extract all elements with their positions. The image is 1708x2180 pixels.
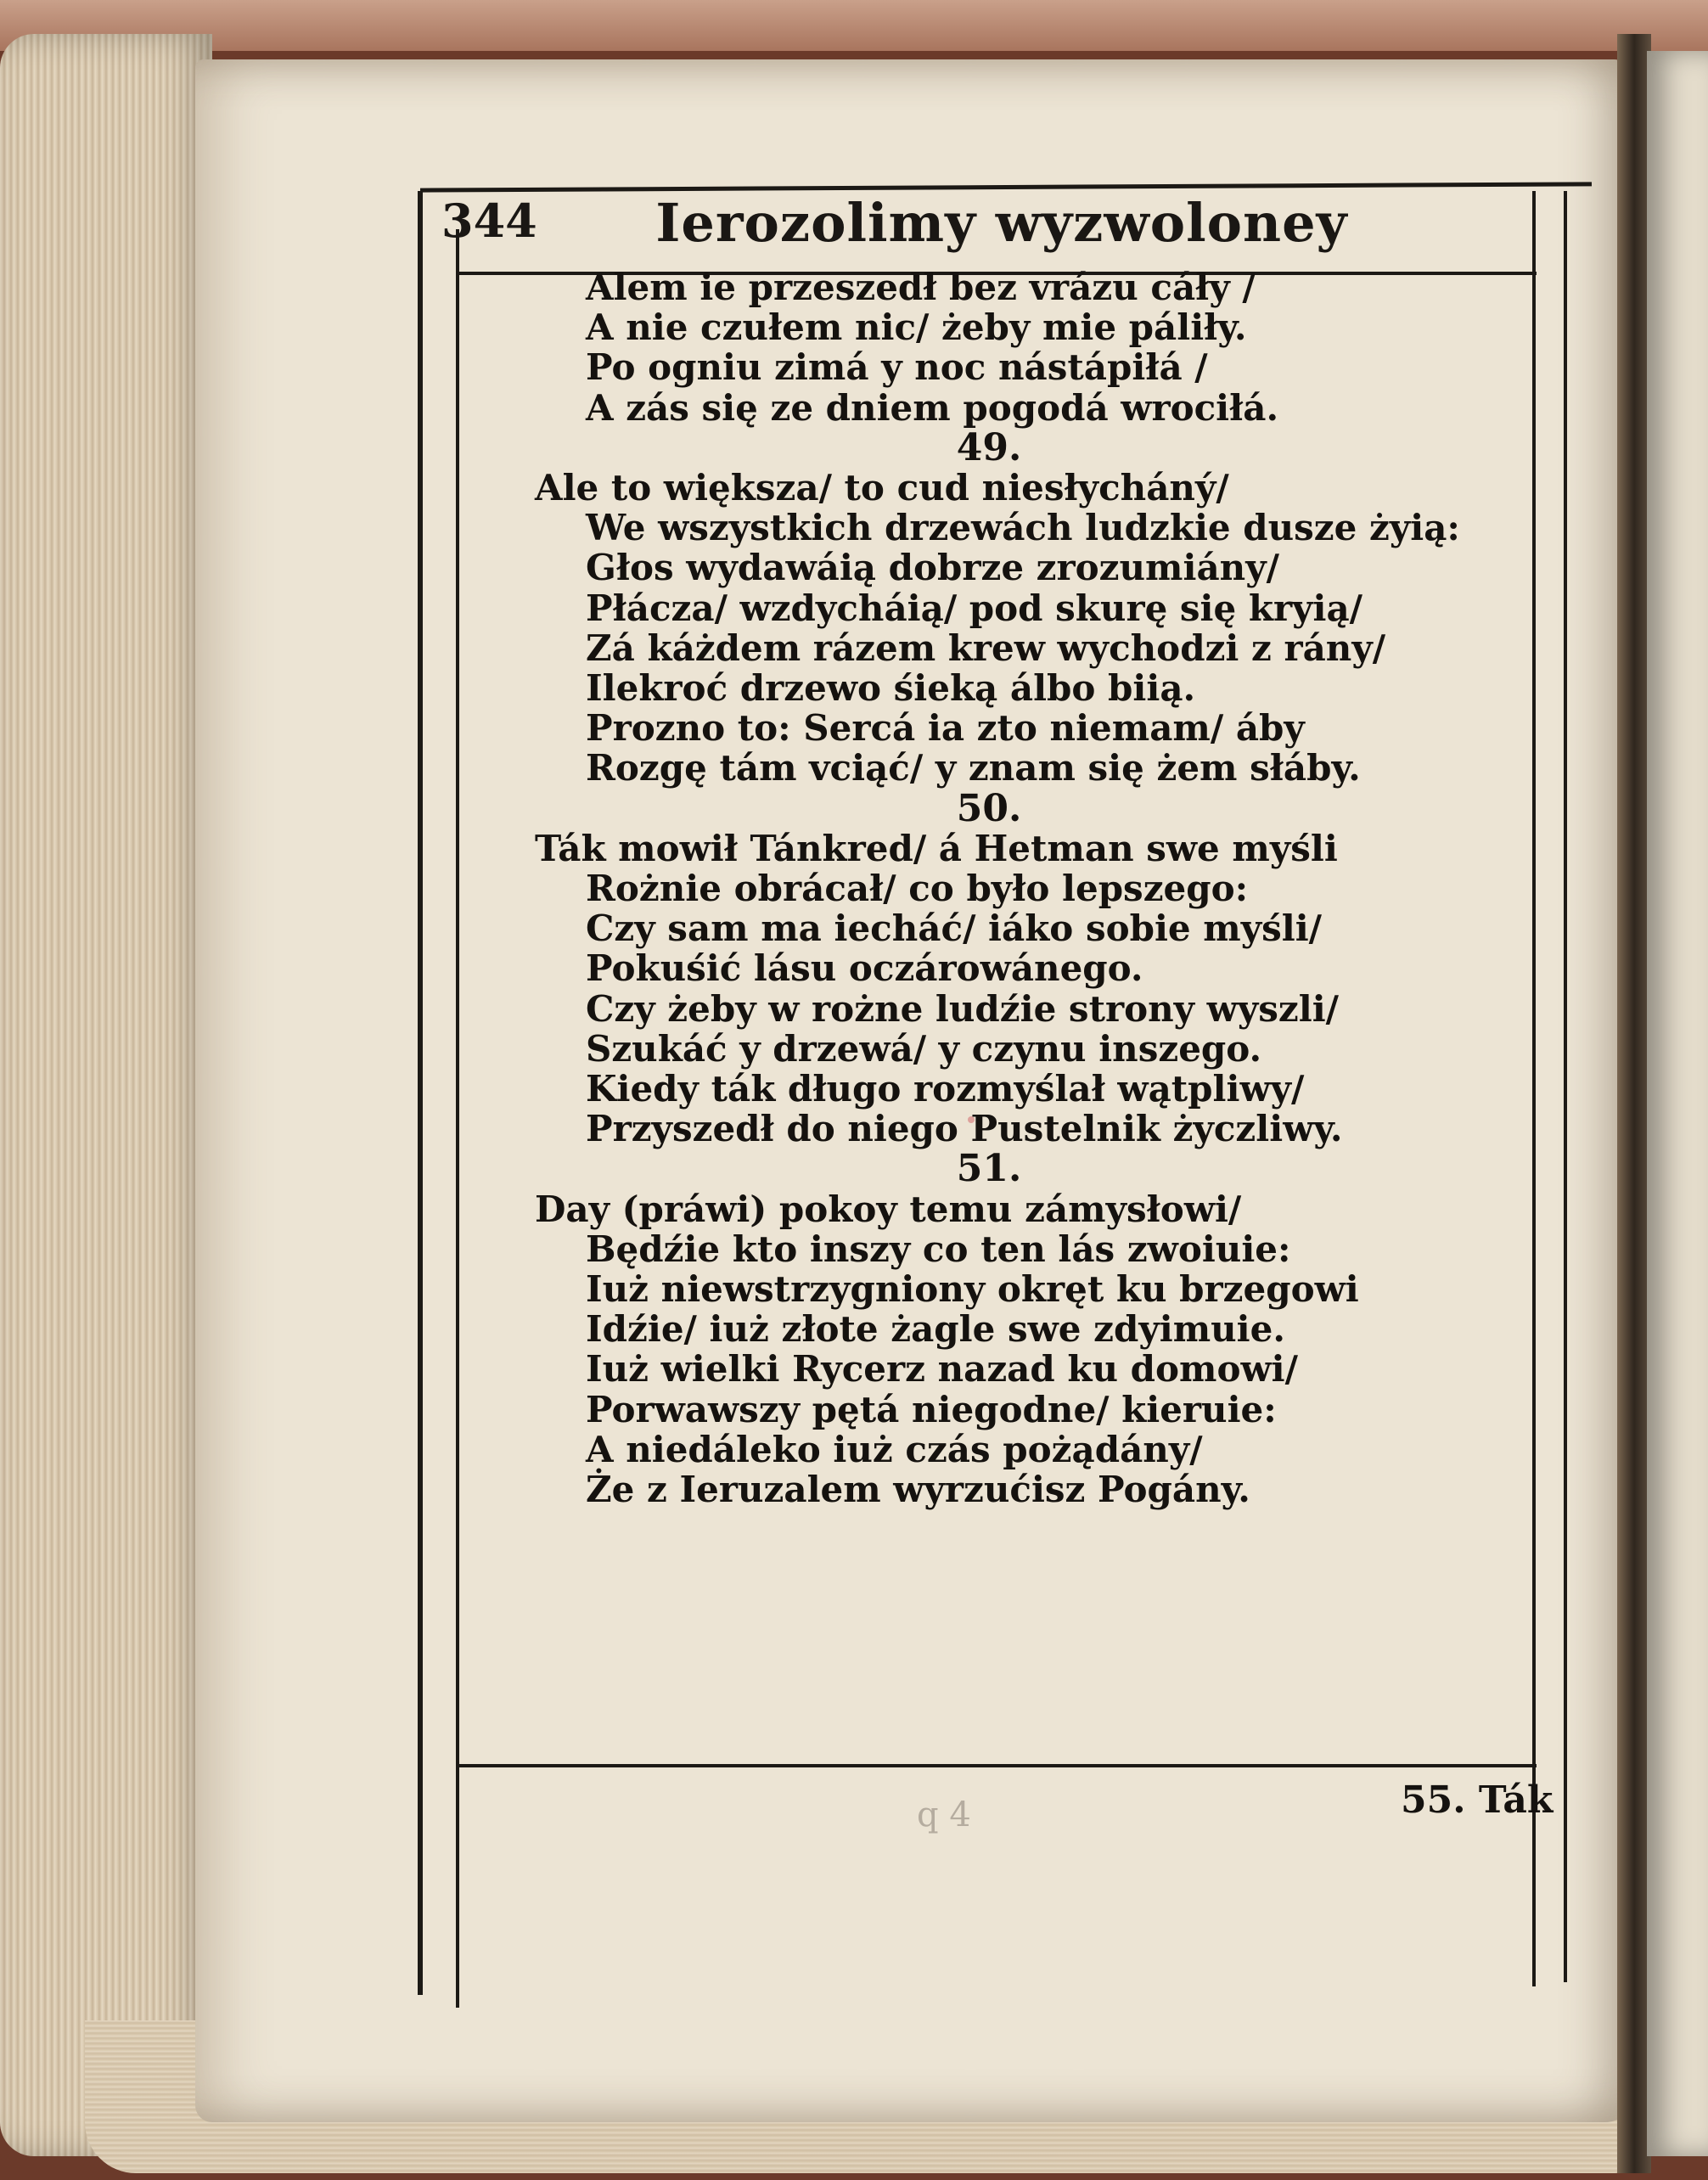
- frame-right-rule-outer: [1564, 191, 1567, 1982]
- verse-line: Będźie kto inszy co ten lás zwoiuie:: [586, 1228, 1291, 1270]
- verse-line: We wszystkich drzewách ludzkie dusze żyią:: [586, 507, 1460, 549]
- verse-line: Czy żeby w rożne ludźie strony wyszli/: [586, 987, 1339, 1030]
- verse-line: Szukáć y drzewá/ y czynu inszego.: [586, 1027, 1262, 1070]
- verse-line: Ale to większa/ to cud niesłycháný/: [535, 467, 1229, 509]
- right-page-edge: [1647, 51, 1708, 2156]
- verse-line: Pokuśić lásu oczárowánego.: [586, 947, 1143, 990]
- running-title: Ierozolimy wyzwoloney: [655, 192, 1348, 254]
- verse-line: Zá káżdem rázem krew wychodzi z rány/: [586, 626, 1386, 669]
- book-gutter: [1617, 34, 1651, 2173]
- verse-line: Ták mowił Tánkred/ á Hetman swe myśli: [535, 827, 1338, 869]
- verse-line: Porwawszy pętá niegodne/ kieruie:: [586, 1388, 1277, 1430]
- verse-line: A nie czułem nic/ żeby mie páliły.: [586, 306, 1247, 349]
- verse-line: Że z Ieruzalem wyrzućisz Pogány.: [586, 1469, 1250, 1511]
- verse-line: Alem ie przeszedł bez vrázu cáły /: [586, 267, 1256, 308]
- verse-line: Idźie/ iuż złote żagle swe zdyimuie.: [586, 1308, 1285, 1351]
- stanza-number: 51.: [956, 1147, 1022, 1191]
- verse-line: Po ogniu zimá y noc nástápiłá /: [586, 346, 1208, 389]
- frame-left-rule-inner: [456, 229, 459, 2008]
- page-number: 344: [441, 194, 537, 248]
- verse-line: Rozgę tám vciąć/ y znam się żem słáby.: [586, 747, 1361, 789]
- page-edges: [0, 34, 212, 2156]
- verse-line: A zás się ze dniem pogodá wrociłá.: [586, 386, 1279, 429]
- opening-lines: [535, 267, 1528, 428]
- frame-bottom-rule: [458, 1764, 1537, 1767]
- verse-line: Głos wydawáią dobrze zrozumiány/: [586, 547, 1279, 589]
- verse-line: Rożnie obrácał/ co było lepszego:: [586, 868, 1249, 910]
- verse-line: Kiedy ták długo rozmyślał wątpliwy/: [586, 1068, 1305, 1110]
- verse-line: Płácza/ wzdycháią/ pod skurę się kryią/: [586, 587, 1362, 629]
- backdrop: [0, 0, 1708, 51]
- verse-line: Prozno to: Sercá ia zto niemam/ áby: [586, 707, 1305, 750]
- verse-line: Iuż wielki Rycerz nazad ku domowi/: [586, 1348, 1298, 1391]
- stanza-49: [535, 425, 1528, 789]
- frame-right-rule-inner: [1532, 191, 1536, 1986]
- verse-line: A niedáleko iuż czás pożądány/: [586, 1428, 1203, 1470]
- signature-mark: q 4: [917, 1795, 971, 1834]
- verse-text: [535, 267, 1528, 1509]
- stanza-number: 50.: [956, 786, 1022, 830]
- verse-line: Czy sam ma iecháć/ iáko sobie myśli/: [586, 907, 1323, 950]
- frame-left-rule-outer: [418, 191, 423, 1995]
- stanza-number: 49.: [956, 425, 1022, 469]
- verse-line: Ilekroć drzewo śieką álbo biią.: [586, 667, 1196, 710]
- verse-line: Day (práwi) pokoy temu zámysłowi/: [535, 1188, 1242, 1230]
- stanza-51: [535, 1149, 1528, 1509]
- catchword: 55. Ták: [1401, 1778, 1553, 1822]
- verse-line: Przyszedł do niego Pustelnik życzliwy.: [586, 1108, 1343, 1150]
- stanza-50: [535, 786, 1528, 1150]
- verse-line: Iuż niewstrzygniony okręt ku brzegowi: [586, 1268, 1359, 1311]
